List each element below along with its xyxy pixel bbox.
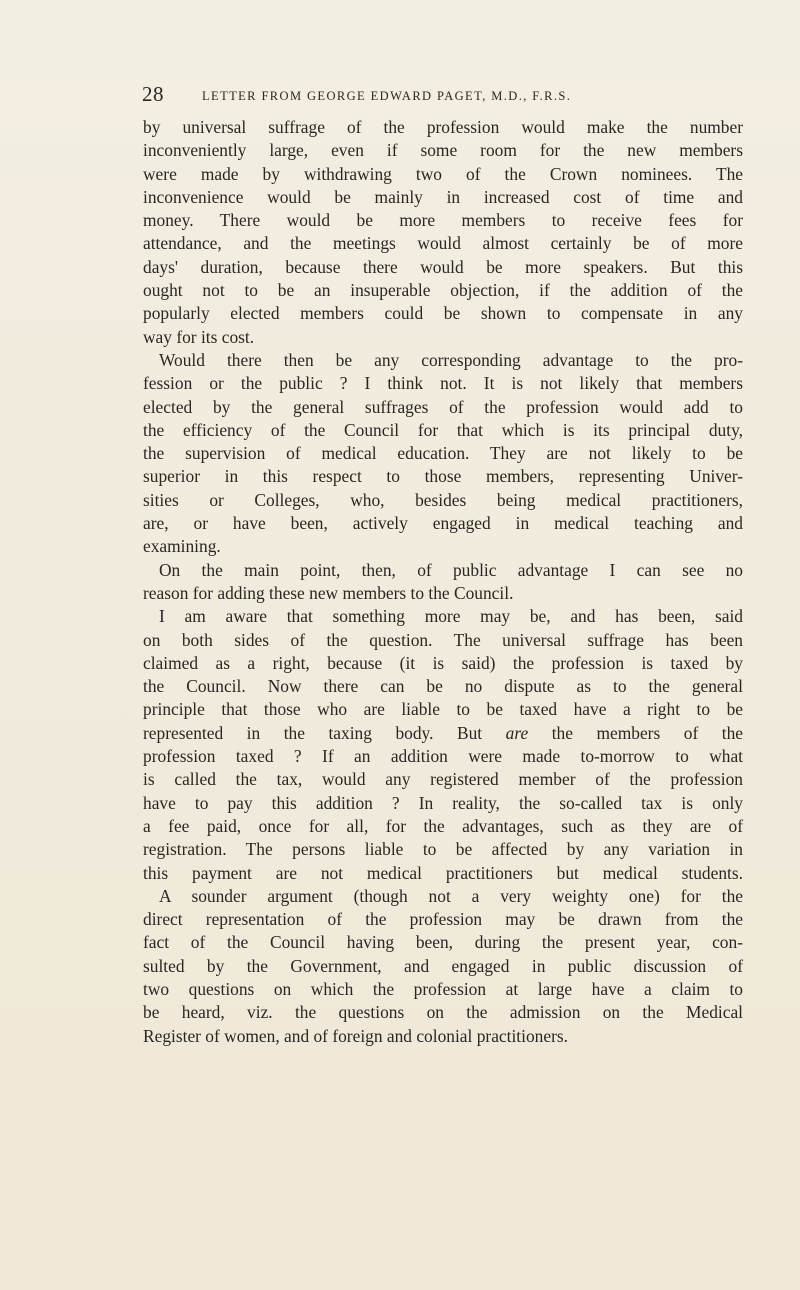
text-line: sulted by the Government, and engaged in public discussion of (143, 955, 743, 976)
text-line: fession or the public ? I think not. It is not likely that members (143, 373, 743, 394)
page-header (142, 82, 742, 112)
text-line: profession taxed ? If an addition were made to-morrow to what (143, 746, 743, 767)
text-line: ought not to be an insuperable objection, if the addition of the (143, 280, 743, 301)
text-line: examining. (143, 536, 221, 557)
text-line: this payment are not medical practitioners but medical students. (143, 862, 743, 883)
text-line: direct representation of the profession may be drawn from the (143, 909, 743, 930)
text-line: two questions on which the profession at large have a claim to (143, 978, 743, 999)
text-line: A sounder argument (though not a very weighty one) for the (159, 885, 743, 906)
text-line: reason for adding these new members to the Council. (143, 582, 514, 603)
text-line: way for its cost. (143, 326, 255, 347)
running-title: LETTER FROM GEORGE EDWARD PAGET, M.D., F.R.S. (202, 89, 572, 103)
text-line: be heard, viz. the questions on the admission on the Medical (143, 1002, 743, 1023)
text-line: have to pay this addition ? In reality, the so-called tax is only (143, 792, 743, 813)
text-line: claimed as a right, because (it is said) the profession is taxed by (143, 652, 743, 673)
text-segment: represented in the taxing body. But (143, 722, 483, 743)
text-line: principle that those who are liable to be taxed have a right to be (143, 699, 743, 720)
text-line: were made by withdrawing two of the Crown nominees. The (143, 163, 743, 184)
text-line: Would there then be any corresponding advantage to the pro- (159, 349, 743, 370)
text-line: is called the tax, would any registered member of the profession (143, 769, 743, 790)
text-line: the efficiency of the Council for that which is its principal duty, (143, 419, 743, 440)
text-line: inconveniently large, even if some room for the new members (143, 140, 743, 161)
text-line: the supervision of medical education. They are not likely to be (143, 443, 743, 464)
text-line: I am aware that something more may be, and has been, said (159, 606, 743, 627)
text-line: the Council. Now there can be no dispute as to the general (143, 676, 743, 697)
text-line: money. There would be more members to receive fees for (143, 210, 743, 231)
italic-word: are (505, 722, 529, 743)
page-number: 28 (142, 82, 164, 106)
text-line: are, or have been, actively engaged in medical teaching and (143, 513, 743, 534)
text-line: by universal suffrage of the profession would make the number (143, 117, 743, 137)
text-line: fact of the Council having been, during the present year, con- (143, 932, 743, 953)
text-line: popularly elected members could be shown to compensate in any (143, 303, 743, 324)
text-line: superior in this respect to those members, representing Univer- (143, 466, 743, 487)
text-line: registration. The persons liable to be affected by any variation in (143, 839, 743, 860)
text-line: a fee paid, once for all, for the advantages, such as they are of (143, 815, 743, 836)
text-line: Register of women, and of foreign and colonial practitioners. (143, 1025, 568, 1046)
text-line: attendance, and the meetings would almost certainly be of more (143, 233, 743, 254)
text-line: sities or Colleges, who, besides being medical practitioners, (143, 489, 743, 510)
text-line: days' duration, because there would be more speakers. But this (143, 256, 743, 277)
text-line-with-italic (143, 722, 743, 745)
text-segment: the members of the (551, 722, 743, 743)
text-line: On the main point, then, of public advantage I can see no (159, 559, 743, 580)
text-line: inconvenience would be mainly in increased cost of time and (143, 186, 743, 207)
text-line: elected by the general suffrages of the profession would add to (143, 396, 743, 417)
body-text (143, 116, 743, 1048)
text-line: on both sides of the question. The universal suffrage has been (143, 629, 743, 650)
